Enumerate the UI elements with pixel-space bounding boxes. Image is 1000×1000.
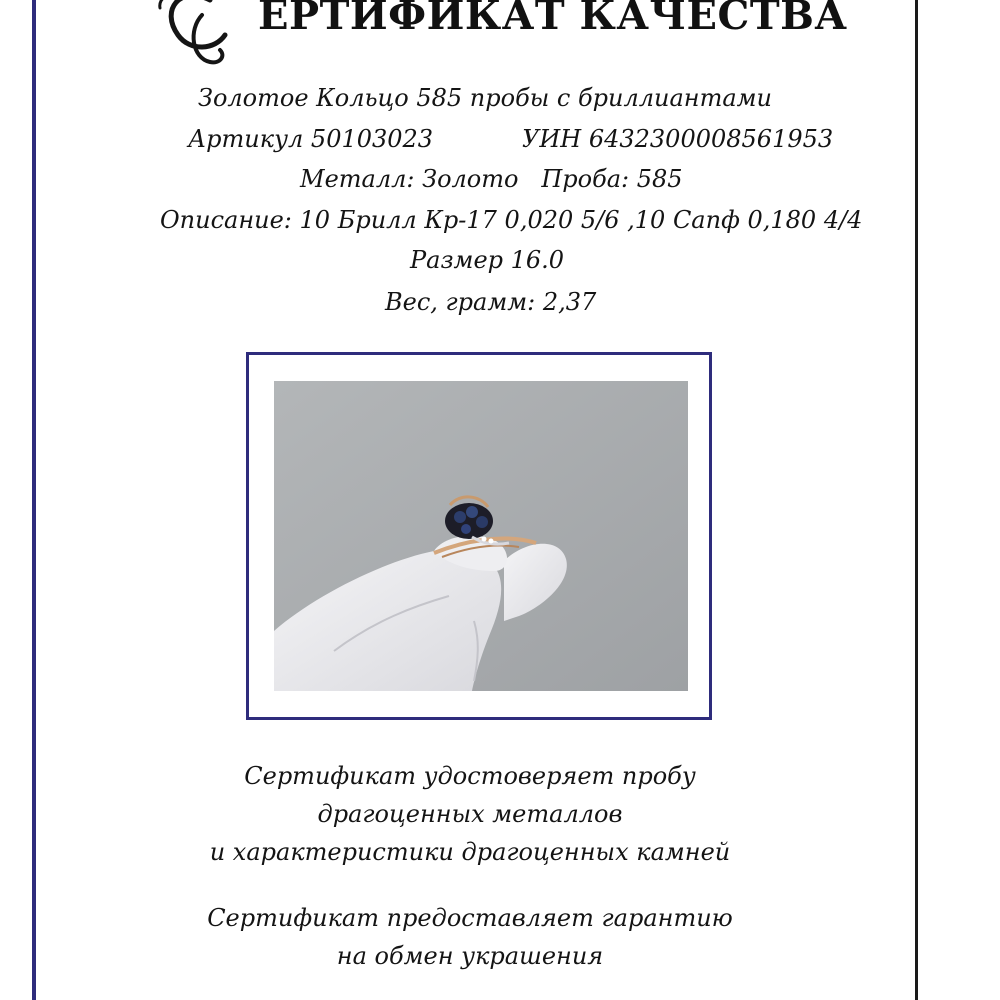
description-line: Описание: 10 Брилл Кр-17 0,020 5/6 ,10 Сапф 0,180 4/4 — [160, 206, 863, 234]
footer-line-2: драгоценных металлов — [317, 800, 623, 828]
footer-line-4: Сертификат предоставляет гарантию — [207, 904, 733, 932]
weight-line: Вес, грамм: 2,37 — [385, 288, 597, 316]
article-number: Артикул 50103023 — [188, 125, 434, 153]
uin-number: УИН 6432300008561953 — [522, 125, 834, 153]
monogram-c-logo — [140, 0, 260, 70]
footer-line-5: на обмен украшения — [336, 942, 604, 970]
footer-line-3: и характеристики драгоценных камней — [209, 838, 731, 866]
product-photo — [274, 381, 688, 691]
metal-assay-line: Металл: Золото Проба: 585 — [300, 165, 683, 193]
ring-on-finger-image — [274, 381, 688, 691]
footer-line-1: Сертификат удостоверяет пробу — [244, 762, 696, 790]
product-name: Золотое Кольцо 585 пробы с бриллиантами — [198, 84, 772, 112]
photo-frame — [246, 352, 712, 720]
size-line: Размер 16.0 — [410, 246, 565, 274]
certificate-title: ЕРТИФИКАТ КАЧЕСТВА — [258, 0, 848, 39]
